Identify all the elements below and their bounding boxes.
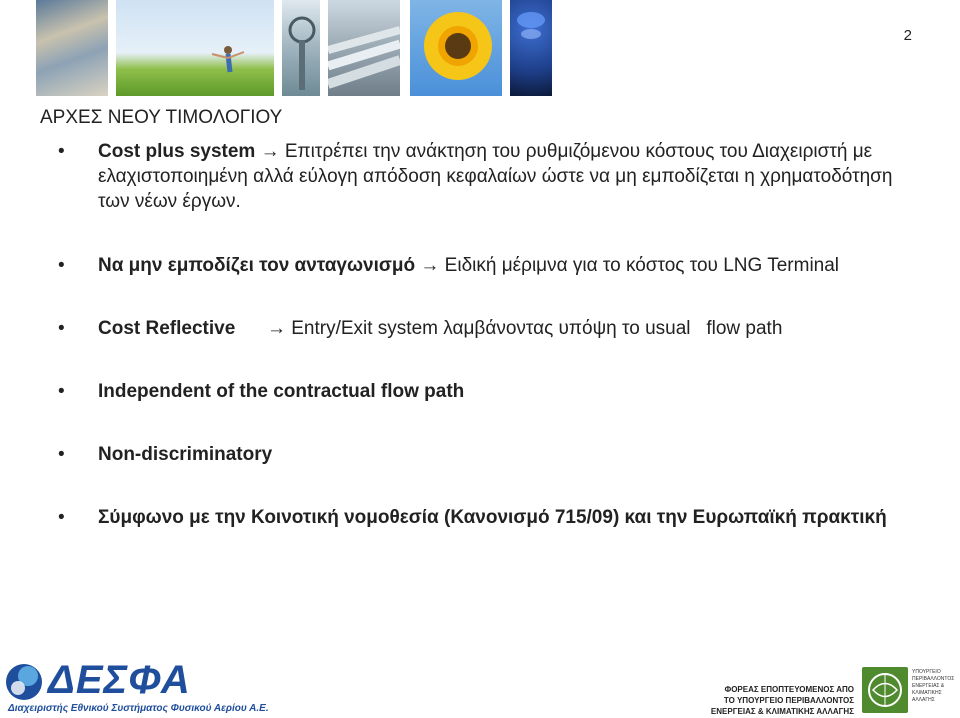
bullet-item (58, 316, 918, 341)
bullet-lead: Να μην εμποδίζει τον ανταγωνισμό (98, 255, 416, 276)
bullet-item (58, 253, 918, 278)
ministry-logo-line: ΚΛΙΜΑΤΙΚΗΣ (912, 690, 942, 696)
ministry-logo-text (912, 669, 954, 704)
ministry-logo-line: ΠΕΡΙΒΑΛΛΟΝΤΟΣ (912, 676, 955, 682)
desfa-tagline: Διαχειριστής Εθνικού Συστήματος Φυσικού Αερίου Α.Ε. (8, 703, 269, 714)
desfa-mark-icon (4, 662, 50, 702)
bullet-item (58, 379, 918, 404)
photo-sunflower (410, 0, 502, 96)
bullet-item (58, 442, 918, 467)
bullet-lead: Independent of the contractual flow path (98, 381, 465, 402)
bullet-text: → Entry/Exit system λαμβάνοντας υπόψη το usual flow path (235, 318, 783, 339)
bullet-text: → Ειδική μέριμνα για το κόστος του LNG Terminal (415, 255, 840, 276)
ministry-logo-line: ΕΝΕΡΓΕΙΑΣ & (912, 683, 945, 689)
ministry-logo-line: ΥΠΟΥΡΓΕΙΟ (912, 669, 941, 675)
bullet-lead: Non-discriminatory (98, 444, 273, 465)
ministry-logo-line: ΑΛΛΑΓΗΣ (912, 697, 935, 703)
bullet-list (58, 139, 918, 530)
photo-pipelines (328, 0, 400, 96)
bullet-text: → Επιτρέπει την ανάκτηση του ρυθμιζόμενου κόστους του Διαχειριστή με ελαχιστοποιημένη αλλά εύλογη απόδοση κεφαλαίων ώστε να μη εμποδίζεται η χρηματοδότηση των νέων έργων. (98, 141, 893, 212)
ministry-emblem-icon (862, 667, 908, 713)
ministry-caption-line: ΤΟ ΥΠΟΥΡΓΕΙΟ ΠΕΡΙΒΑΛΛΟΝΤΟΣ (723, 696, 854, 705)
slide-number: 2 (903, 27, 912, 44)
bullet-item (58, 505, 918, 530)
bullet-lead: Cost Reflective (98, 318, 236, 339)
ministry-caption-line: ΦΟΡΕΑΣ ΕΠΟΠΤΕΥΟΜΕΝΟΣ ΑΠΟ (724, 685, 854, 694)
bullet-lead: Σύμφωνο με την Κοινοτική νομοθεσία (Κανονισμό 715/09) και την Ευρωπαϊκή πρακτική (98, 507, 887, 528)
photo-island-terminal (36, 0, 108, 96)
desfa-wordmark: ΔΕΣΦΑ (48, 658, 191, 702)
slide-title: ΑΡΧΕΣ ΝΕΟΥ ΤΙΜΟΛΟΓΙΟΥ (40, 107, 283, 128)
photo-gas-flame (510, 0, 552, 96)
ministry-logo (862, 667, 956, 713)
bullet-item (58, 139, 918, 214)
photo-child-meadow (116, 0, 274, 96)
bullet-lead: Cost plus system (98, 141, 256, 162)
ministry-caption (711, 684, 854, 717)
desfa-logo (4, 658, 269, 714)
header-photo-strip (32, 0, 552, 96)
ministry-caption-line: ΕΝΕΡΓΕΙΑΣ & ΚΛΙΜΑΤΙΚΗΣ ΑΛΛΑΓΗΣ (710, 707, 854, 716)
photo-valve (282, 0, 320, 96)
